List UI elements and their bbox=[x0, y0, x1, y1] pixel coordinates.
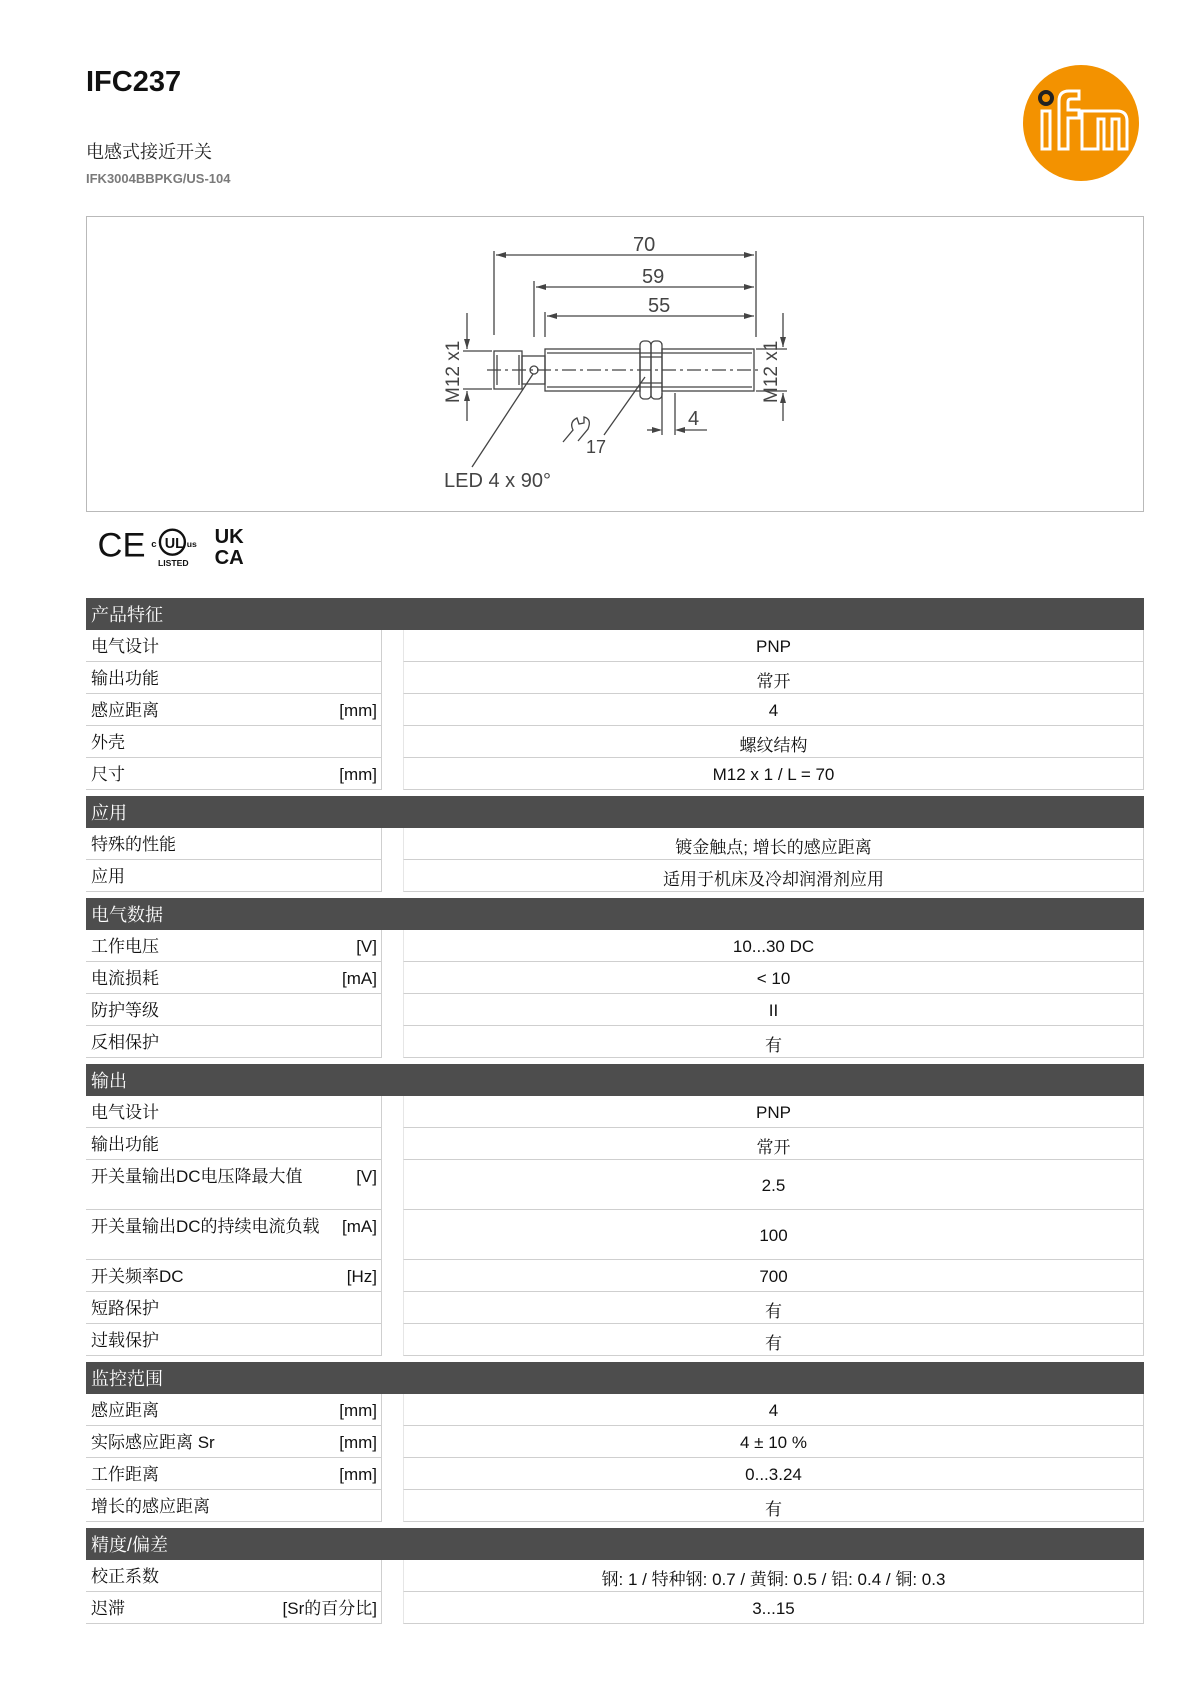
spec-unit: [mm] bbox=[339, 1465, 377, 1484]
spec-value: 0...3.24 bbox=[403, 1458, 1144, 1490]
spec-label-cell bbox=[86, 1096, 382, 1128]
dim-70-label: 70 bbox=[633, 234, 656, 256]
spec-unit: [mm] bbox=[339, 1433, 377, 1452]
spec-label-cell bbox=[86, 828, 382, 860]
spec-label: 输出功能 bbox=[91, 669, 159, 688]
spec-label-cell bbox=[86, 962, 382, 994]
spec-value: 2.5 bbox=[403, 1160, 1144, 1210]
section-header: 产品特征 bbox=[86, 598, 1144, 630]
spec-unit: [Sr的百分比] bbox=[282, 1599, 377, 1618]
svg-text:CE: CE bbox=[97, 526, 146, 565]
svg-text:us: us bbox=[186, 538, 197, 549]
thread-right-label: M12 x1 bbox=[761, 340, 782, 403]
spec-value: 4 bbox=[403, 1394, 1144, 1426]
spec-label-cell bbox=[86, 1394, 382, 1426]
spec-value: 钢: 1 / 特种钢: 0.7 / 黄铜: 0.5 / 铝: 0.4 / 铜: 0.3 bbox=[403, 1560, 1144, 1592]
spec-label: 应用 bbox=[91, 867, 125, 886]
dimension-drawing bbox=[86, 216, 1144, 512]
article-code: IFK3004BBPKG/US-104 bbox=[86, 171, 231, 186]
spec-value: 10...30 DC bbox=[403, 930, 1144, 962]
spec-label: 电流损耗 bbox=[91, 969, 159, 988]
spec-label: 校正系数 bbox=[91, 1567, 159, 1586]
spec-row bbox=[86, 962, 1144, 994]
spec-value: 螺纹结构 bbox=[403, 726, 1144, 758]
spec-label-cell bbox=[86, 860, 382, 892]
spec-row bbox=[86, 828, 1144, 860]
spec-label-cell bbox=[86, 1426, 382, 1458]
spec-value: M12 x 1 / L = 70 bbox=[403, 758, 1144, 790]
certification-marks bbox=[92, 522, 272, 570]
spec-row bbox=[86, 1324, 1144, 1356]
spec-unit: [Hz] bbox=[346, 1267, 377, 1286]
spec-value: 有 bbox=[403, 1292, 1144, 1324]
spec-value: 有 bbox=[403, 1324, 1144, 1356]
spec-label-cell bbox=[86, 726, 382, 758]
spec-label-cell bbox=[86, 758, 382, 790]
spec-label-cell bbox=[86, 994, 382, 1026]
section-header: 电气数据 bbox=[86, 898, 1144, 930]
spec-row bbox=[86, 1592, 1144, 1624]
spec-value: 适用于机床及冷却润滑剂应用 bbox=[403, 860, 1144, 892]
spec-label-cell bbox=[86, 1260, 382, 1292]
spec-value: < 10 bbox=[403, 962, 1144, 994]
spec-unit: [mm] bbox=[339, 765, 377, 784]
svg-text:UK: UK bbox=[214, 526, 244, 549]
spec-row bbox=[86, 662, 1144, 694]
dim-55-label: 55 bbox=[648, 295, 671, 317]
spec-label: 输出功能 bbox=[91, 1135, 159, 1154]
spec-row bbox=[86, 930, 1144, 962]
spec-label-cell bbox=[86, 1324, 382, 1356]
spec-label: 开关量输出DC电压降最大值 bbox=[91, 1167, 303, 1186]
spec-label-cell bbox=[86, 1128, 382, 1160]
ce-mark bbox=[98, 527, 146, 565]
spec-row bbox=[86, 726, 1144, 758]
spec-row bbox=[86, 1096, 1144, 1128]
section-header: 应用 bbox=[86, 796, 1144, 828]
spec-unit: [V] bbox=[356, 937, 377, 956]
spec-label: 防护等级 bbox=[91, 1001, 159, 1020]
spec-value: 有 bbox=[403, 1026, 1144, 1058]
dim-4-label: 4 bbox=[688, 408, 700, 430]
spec-label: 感应距离 bbox=[91, 1401, 159, 1420]
spec-label-cell bbox=[86, 694, 382, 726]
spec-row bbox=[86, 1292, 1144, 1324]
spec-row bbox=[86, 1560, 1144, 1592]
spec-label: 感应距离 bbox=[91, 701, 159, 720]
spec-label: 实际感应距离 Sr bbox=[91, 1433, 215, 1452]
spec-row bbox=[86, 1490, 1144, 1522]
spec-row bbox=[86, 1160, 1144, 1210]
spec-label: 尺寸 bbox=[91, 765, 125, 784]
spec-value: 700 bbox=[403, 1260, 1144, 1292]
spec-label-cell bbox=[86, 930, 382, 962]
specifications-table bbox=[86, 598, 1144, 1624]
spec-value: II bbox=[403, 994, 1144, 1026]
spec-unit: [mA] bbox=[342, 969, 377, 988]
spec-label-cell bbox=[86, 1458, 382, 1490]
spec-row bbox=[86, 1426, 1144, 1458]
wrench-size-label: 17 bbox=[586, 437, 607, 457]
spec-unit: [V] bbox=[356, 1167, 377, 1186]
spec-label-cell bbox=[86, 1490, 382, 1522]
product-title: IFC237 bbox=[86, 66, 182, 98]
spec-row bbox=[86, 1458, 1144, 1490]
ifm-logo bbox=[1022, 64, 1140, 182]
spec-label: 电气设计 bbox=[91, 637, 159, 656]
sensor-drawing-svg bbox=[87, 217, 1145, 513]
ukca-mark bbox=[215, 526, 245, 569]
section-header: 输出 bbox=[86, 1064, 1144, 1096]
product-subtitle: 电感式接近开关 bbox=[86, 142, 212, 162]
spec-row bbox=[86, 1260, 1144, 1292]
spec-label: 短路保护 bbox=[91, 1299, 159, 1318]
spec-label: 电气设计 bbox=[91, 1103, 159, 1122]
spec-label: 外壳 bbox=[91, 733, 125, 752]
spec-label-cell bbox=[86, 630, 382, 662]
spec-label: 工作电压 bbox=[91, 937, 159, 956]
spec-row bbox=[86, 994, 1144, 1026]
spec-value: 镀金触点; 增长的感应距离 bbox=[403, 828, 1144, 860]
spec-label-cell bbox=[86, 1210, 382, 1260]
spec-row bbox=[86, 758, 1144, 790]
svg-text:LISTED: LISTED bbox=[158, 558, 189, 569]
spec-label: 开关频率DC bbox=[91, 1267, 184, 1286]
spec-row bbox=[86, 630, 1144, 662]
spec-value: 常开 bbox=[403, 662, 1144, 694]
spec-value: PNP bbox=[403, 630, 1144, 662]
section-header: 精度/偏差 bbox=[86, 1528, 1144, 1560]
dim-59-label: 59 bbox=[642, 266, 665, 288]
spec-label-cell bbox=[86, 662, 382, 694]
svg-text:CA: CA bbox=[214, 547, 244, 570]
spec-label: 工作距离 bbox=[91, 1465, 159, 1484]
spec-label: 特殊的性能 bbox=[91, 835, 176, 854]
spec-value: 3...15 bbox=[403, 1592, 1144, 1624]
spec-row bbox=[86, 860, 1144, 892]
spec-label: 过载保护 bbox=[91, 1331, 159, 1350]
spec-label-cell bbox=[86, 1592, 382, 1624]
ul-listed-mark bbox=[151, 530, 197, 568]
spec-label-cell bbox=[86, 1160, 382, 1210]
spec-label-cell bbox=[86, 1560, 382, 1592]
spec-label-cell bbox=[86, 1026, 382, 1058]
spec-value: 100 bbox=[403, 1210, 1144, 1260]
svg-text:UL: UL bbox=[164, 535, 184, 552]
spec-value: 4 bbox=[403, 694, 1144, 726]
section-header: 监控范围 bbox=[86, 1362, 1144, 1394]
spec-row bbox=[86, 1026, 1144, 1058]
spec-value: 4 ± 10 % bbox=[403, 1426, 1144, 1458]
spec-unit: [mm] bbox=[339, 701, 377, 720]
spec-row bbox=[86, 1128, 1144, 1160]
spec-row bbox=[86, 694, 1144, 726]
spec-label: 迟滞 bbox=[91, 1599, 125, 1618]
svg-text:c: c bbox=[151, 538, 157, 550]
spec-label: 开关量输出DC的持续电流负载 bbox=[91, 1217, 320, 1236]
spec-value: 常开 bbox=[403, 1128, 1144, 1160]
spec-value: 有 bbox=[403, 1490, 1144, 1522]
spec-label: 增长的感应距离 bbox=[91, 1497, 210, 1516]
spec-unit: [mm] bbox=[339, 1401, 377, 1420]
spec-row bbox=[86, 1210, 1144, 1260]
spec-label-cell bbox=[86, 1292, 382, 1324]
spec-value: PNP bbox=[403, 1096, 1144, 1128]
spec-unit: [mA] bbox=[342, 1217, 377, 1236]
spec-label: 反相保护 bbox=[91, 1033, 159, 1052]
led-label: LED 4 x 90° bbox=[444, 470, 551, 492]
thread-left-label: M12 x1 bbox=[443, 340, 464, 403]
spec-row bbox=[86, 1394, 1144, 1426]
